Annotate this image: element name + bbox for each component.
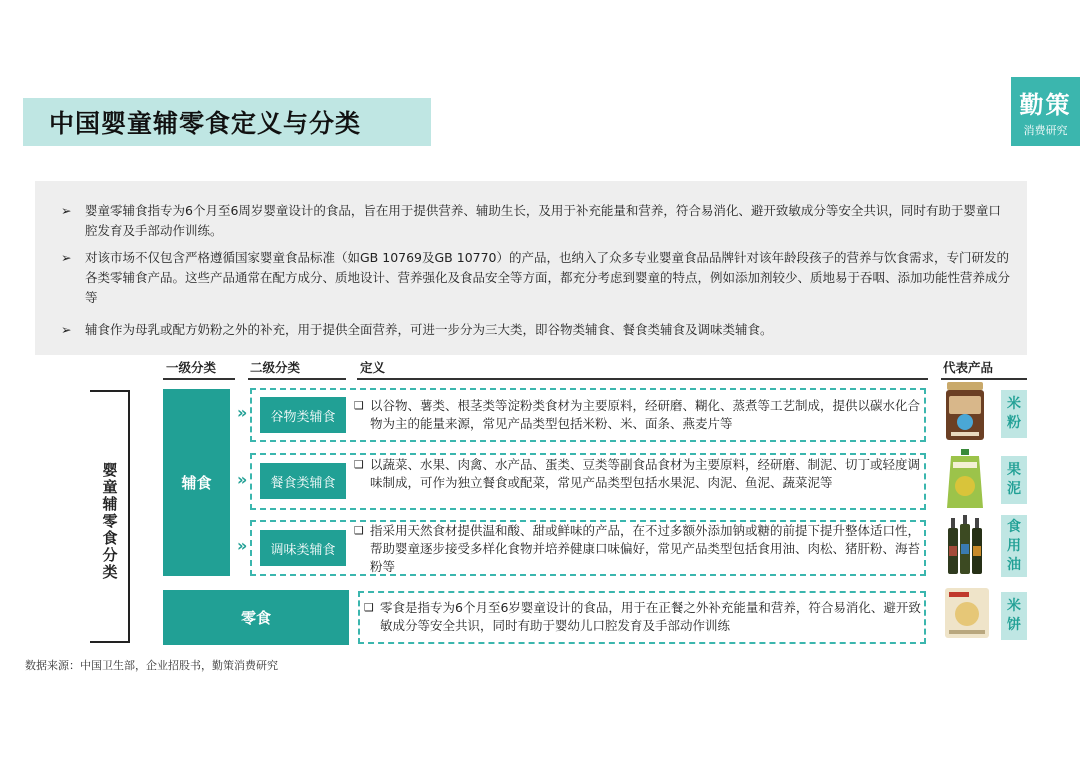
product-tag-rice-flour: 米粉 <box>1001 390 1027 438</box>
product-tag-cooking-oil: 食用油 <box>1001 515 1027 577</box>
checkbox-bullet-icon: ❑ <box>364 601 374 614</box>
intro-bullet <box>61 320 1011 340</box>
title-banner <box>23 98 431 146</box>
definition-grain <box>354 397 926 433</box>
chevron-right-icon: » <box>237 403 248 422</box>
definition-text: 零食是指专为6个月至6岁婴童设计的食品，用于在正餐之外补充能量和营养，符合易消化、避开致敏成分等安全共识，同时有助于婴幼儿口腔发育及手部动作训练 <box>380 600 921 633</box>
column-header-definition: 定义 <box>360 360 386 375</box>
definition-text: 以蔬菜、水果、肉禽、水产品、蛋类、豆类等副食品食材为主要原料，经研磨、制泥、切丁或轻度调味制成，可作为独立餐食或配菜，常见产品类型包括水果泥、肉泥、鱼泥、蔬菜泥等 <box>370 457 921 490</box>
rice-cracker-bag-image <box>943 586 991 640</box>
column-header-level2: 二级分类 <box>250 360 301 375</box>
page-title: 中国婴童辅零食定义与分类 <box>49 109 362 138</box>
column-underline <box>248 378 346 380</box>
rice-flour-can-image <box>943 380 987 442</box>
cooking-oil-bottles-image <box>943 514 987 576</box>
product-tag-fruit-puree: 果泥 <box>1001 456 1027 504</box>
logo-main-text: 勤策 <box>1019 91 1072 119</box>
chevron-right-icon: » <box>237 470 248 489</box>
arrow-bullet-icon: ➢ <box>61 322 72 337</box>
intro-panel <box>35 181 1027 355</box>
column-header-level1: 一级分类 <box>166 360 217 375</box>
arrow-bullet-icon: ➢ <box>61 203 72 218</box>
fruit-puree-pouch-image <box>943 448 987 510</box>
column-header-products: 代表产品 <box>943 360 994 375</box>
group-label: 婴童辅零食分类 <box>102 461 118 581</box>
intro-text: 婴童零辅食指专为6个月至6周岁婴童设计的食品，旨在用于提供营养、辅助生长，及用于补充能量和营养，符合易消化、避开致敏成分等安全共识，同时有助于婴童口腔发育及手部动作训练。 <box>85 203 1001 238</box>
chevron-right-icon: » <box>237 536 248 555</box>
definition-meal <box>354 456 926 492</box>
brand-logo <box>1011 77 1080 146</box>
intro-bullet <box>61 248 1011 308</box>
definition-text: 以谷物、薯类、根茎类等淀粉类食材为主要原料，经研磨、糊化、蒸煮等工艺制成，提供以碳水化合物为主的能量来源，常见产品类型包括米粉、米、面条、燕麦片等 <box>370 398 921 431</box>
category-fushi: 辅食 <box>163 389 230 576</box>
column-underline <box>357 378 928 380</box>
arrow-bullet-icon: ➢ <box>61 250 72 265</box>
subcategory-seasoning: 调味类辅食 <box>260 530 346 566</box>
intro-bullet <box>61 201 1011 241</box>
product-tag-rice-cracker: 米饼 <box>1001 592 1027 640</box>
intro-text: 对该市场不仅包含严格遵循国家婴童食品标准（如GB 10769及GB 10770）的产品，也纳入了众多专业婴童食品品牌针对该年龄段孩子的营养与饮食需求，专门研发的各类零辅食产品。这些产品通常在配方成分、质地设计、营养强化及食品安全等方面，都充分考虑到婴童的特点，例如添加剂较少、质地易于吞咽、添加功能性营养成分等 <box>85 250 1011 305</box>
definition-text: 指采用天然食材提供温和酸、甜或鲜味的产品，在不过多额外添加钠或糖的前提下提升整体适口性，帮助婴童逐步接受多样化食物并培养健康口味偏好，常见产品类型包括食用油、肉松、猪肝粉、海苔粉等 <box>370 523 921 574</box>
subcategory-grain: 谷物类辅食 <box>260 397 346 433</box>
logo-sub-text: 消费研究 <box>1023 124 1068 137</box>
intro-text: 辅食作为母乳或配方奶粉之外的补充，用于提供全面营养，可进一步分为三大类，即谷物类辅食、餐食类辅食及调味类辅食。 <box>85 322 773 337</box>
subcategory-meal: 餐食类辅食 <box>260 463 346 499</box>
category-lingshi: 零食 <box>163 590 349 645</box>
checkbox-bullet-icon: ❑ <box>354 399 364 412</box>
column-underline <box>163 378 235 380</box>
definition-snack <box>364 599 924 635</box>
checkbox-bullet-icon: ❑ <box>354 524 364 537</box>
definition-seasoning <box>354 522 926 576</box>
data-source-note: 数据来源：中国卫生部，企业招股书，勤策消费研究 <box>25 659 278 672</box>
checkbox-bullet-icon: ❑ <box>354 458 364 471</box>
